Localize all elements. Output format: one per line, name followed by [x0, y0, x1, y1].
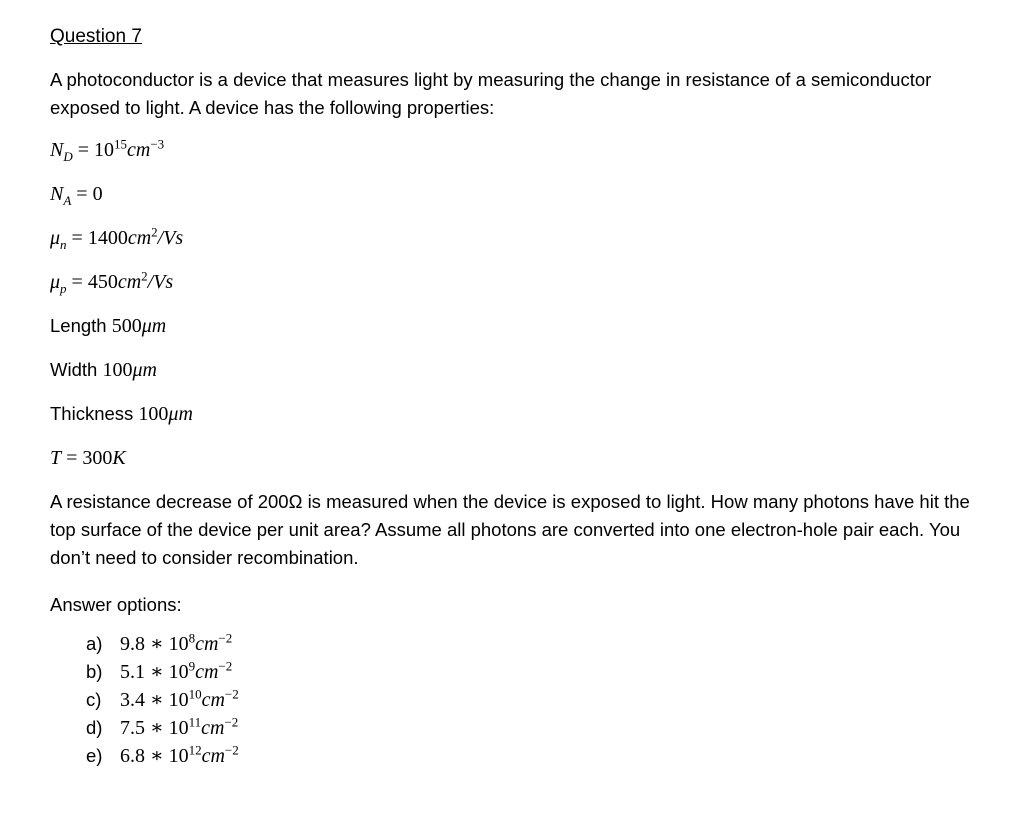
- answer-option-b[interactable]: b) 5.1 ∗ $10^9cm^{-2}$: [86, 658, 233, 683]
- answer-option-d[interactable]: d) 7.5 ∗ $10^{11}cm^{-2}$: [86, 714, 239, 739]
- property-thickness: Thickness 100μm: [50, 403, 193, 425]
- answer-option-a[interactable]: a) 9.8 ∗ $10^8cm^{-2}$: [86, 630, 233, 655]
- answer-options-heading: Answer options:: [50, 594, 182, 615]
- property-donor-concentration: $N_D = 10^{15}cm^{-3}$: [50, 136, 165, 164]
- intro-paragraph: A photoconductor is a device that measures light by measuring the change in resistance of a semiconductor exposed to light. A device has the following properties:: [50, 69, 932, 118]
- answer-option-e[interactable]: e) 6.8 ∗ $10^{12}cm^{-2}$: [86, 742, 239, 767]
- properties-list: [50, 128, 990, 480]
- property-length: Length 500μm: [50, 315, 167, 337]
- property-electron-mobility: $\mu_n = 1400cm^2/Vs$: [50, 224, 184, 252]
- question-page: [50, 22, 990, 770]
- question-title: Question 7: [50, 26, 142, 47]
- property-acceptor-concentration: $N_A = 0$: [50, 183, 103, 208]
- property-width: Width 100μm: [50, 359, 157, 381]
- answer-options-list: [86, 630, 990, 770]
- question-paragraph: A resistance decrease of 200Ω is measured when the device is exposed to light. How many photons have hit the top surface of the device per unit area? Assume all photons are converted into one electron-hole pair each. You don’t need to consider recombination.: [50, 491, 970, 568]
- answer-option-c[interactable]: c) 3.4 ∗ $10^{10}cm^{-2}$: [86, 686, 239, 711]
- property-hole-mobility: $\mu_p = 450cm^2/Vs$: [50, 268, 174, 296]
- property-temperature: T = 300K: [50, 447, 126, 469]
